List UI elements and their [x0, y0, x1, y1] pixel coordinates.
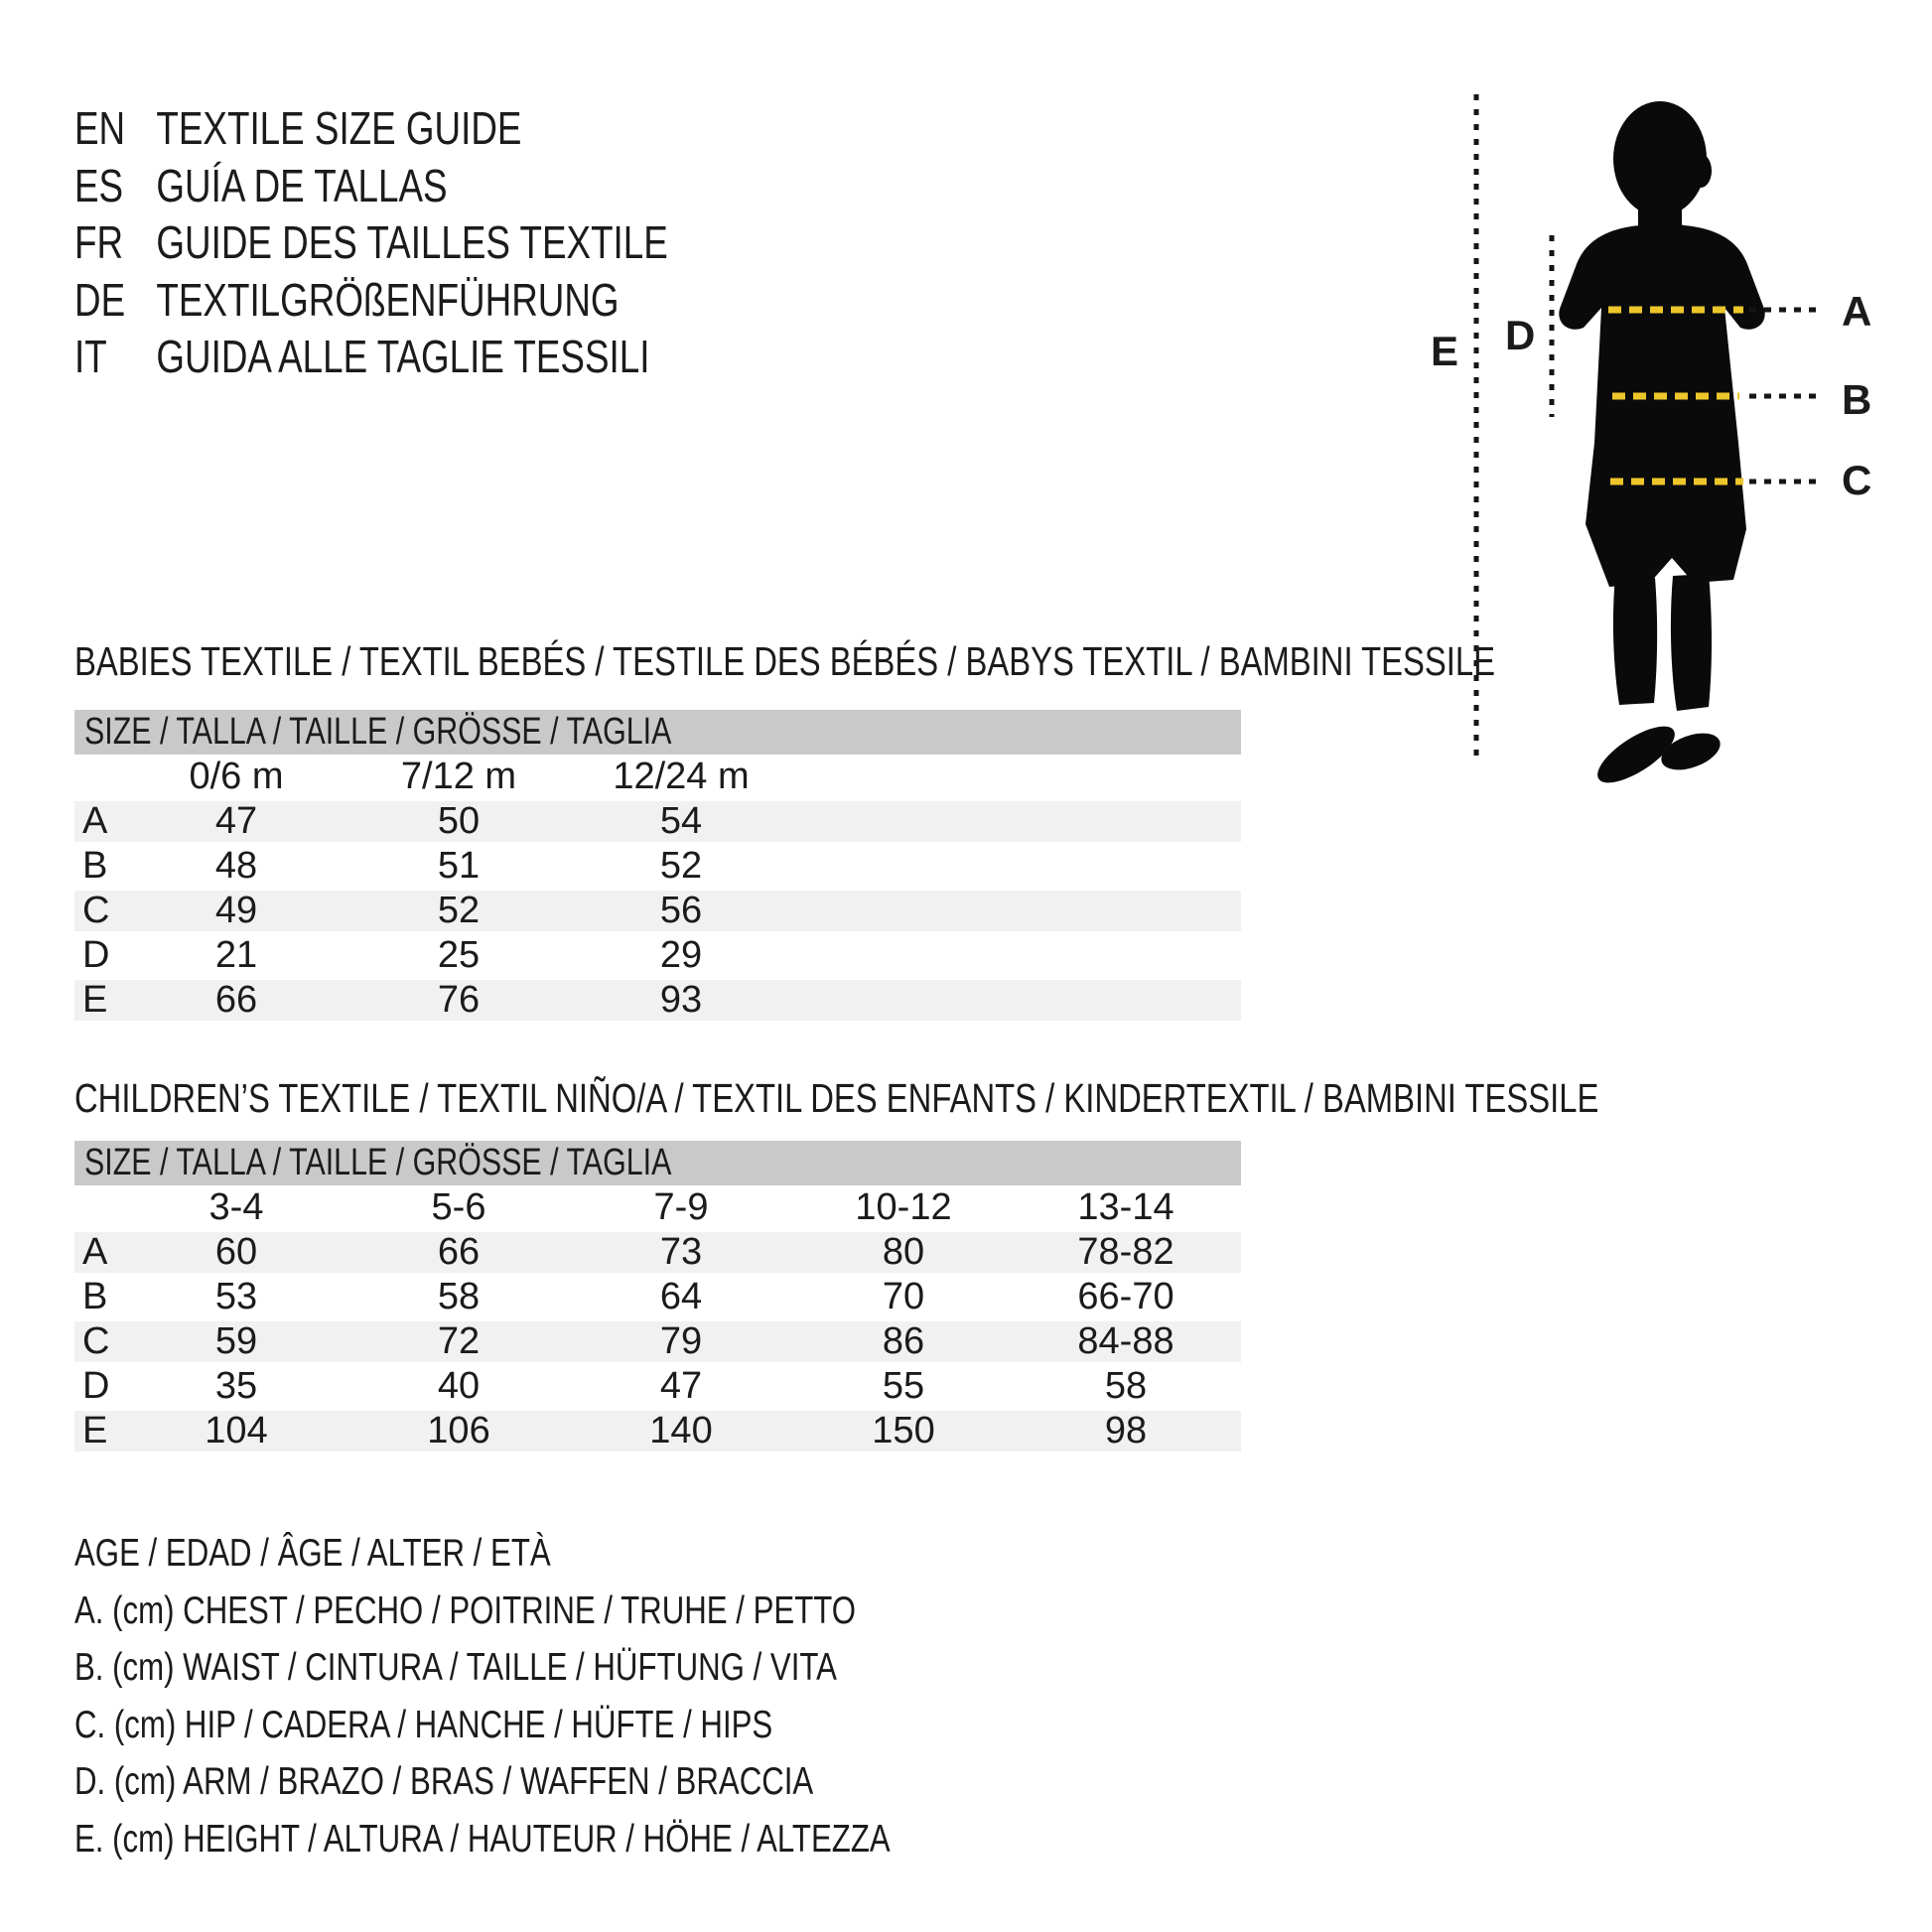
language-row-it — [74, 329, 816, 386]
cell: 50 — [437, 800, 481, 842]
child-silhouette — [1559, 101, 1764, 793]
row-label: B — [82, 1276, 108, 1317]
cell: 58 — [437, 1276, 481, 1317]
child-silhouette-graphic — [1390, 60, 1932, 794]
babies-size-table — [74, 755, 1241, 1023]
row-label: A — [82, 1231, 108, 1273]
children-col-5-6: 5-6 — [431, 1186, 486, 1228]
babies-col-7-12m: 7/12 m — [400, 756, 517, 797]
row-label: A — [82, 800, 108, 842]
table-row — [74, 889, 1241, 933]
legend-arm-line: D. (cm) ARM / BRAZO / BRAS / WAFFEN / BRACCIA — [74, 1760, 814, 1803]
cell: 80 — [882, 1231, 925, 1273]
measure-label-b: B — [1842, 376, 1872, 423]
table-row — [74, 1275, 1241, 1319]
cell: 106 — [427, 1410, 490, 1451]
cell: 104 — [205, 1410, 268, 1451]
cell: 29 — [659, 934, 703, 976]
guide-title-en: TEXTILE SIZE GUIDE — [156, 102, 522, 154]
table-row — [74, 1409, 1241, 1453]
cell: 66 — [214, 979, 258, 1021]
cell: 25 — [437, 934, 481, 976]
children-size-header-bar — [74, 1141, 1241, 1185]
table-row — [74, 1319, 1241, 1364]
cell: 35 — [214, 1365, 258, 1407]
babies-column-header-row — [74, 755, 1241, 799]
cell: 40 — [437, 1365, 481, 1407]
legend-height-line: E. (cm) HEIGHT / ALTURA / HAUTEUR / HÖHE / ALTEZZA — [74, 1817, 891, 1861]
language-row-de — [74, 272, 816, 330]
row-label: B — [82, 845, 108, 887]
cell: 66-70 — [1077, 1276, 1174, 1317]
cell: 150 — [872, 1410, 935, 1451]
babies-section-title: BABIES TEXTILE / TEXTIL BEBÉS / TESTILE DES BÉBÉS / BABYS TEXTIL / BAMBINI TESSILE — [74, 638, 1495, 684]
table-row — [74, 844, 1241, 889]
cell: 52 — [659, 845, 703, 887]
cell: 98 — [1104, 1410, 1148, 1451]
language-row-en — [74, 100, 816, 158]
language-code: FR — [74, 216, 124, 268]
cell: 55 — [882, 1365, 925, 1407]
silhouette-shirt — [1559, 221, 1764, 443]
cell: 76 — [437, 979, 481, 1021]
children-col-13-14: 13-14 — [1077, 1186, 1174, 1228]
language-title-list — [74, 100, 816, 386]
cell: 73 — [659, 1231, 703, 1273]
cell: 54 — [659, 800, 703, 842]
language-code: IT — [74, 331, 107, 382]
legend-hip-line: C. (cm) HIP / CADERA / HANCHE / HÜFTE / HIPS — [74, 1703, 773, 1746]
cell: 70 — [882, 1276, 925, 1317]
cell: 84-88 — [1077, 1320, 1174, 1362]
cell: 47 — [214, 800, 258, 842]
cell: 58 — [1104, 1365, 1148, 1407]
measure-label-a: A — [1842, 288, 1872, 335]
babies-size-header-bar — [74, 710, 1241, 755]
legend-chest-line: A. (cm) CHEST / PECHO / POITRINE / TRUHE / PETTO — [74, 1588, 857, 1632]
cell: 52 — [437, 890, 481, 931]
guide-title-es: GUÍA DE TALLAS — [156, 159, 448, 211]
cell: 64 — [659, 1276, 703, 1317]
language-code: DE — [74, 273, 126, 326]
cell: 53 — [214, 1276, 258, 1317]
table-row — [74, 1230, 1241, 1275]
children-col-7-9: 7-9 — [653, 1186, 709, 1228]
row-label: C — [82, 890, 110, 931]
row-label: E — [82, 979, 108, 1021]
language-row-es — [74, 158, 816, 215]
children-col-10-12: 10-12 — [855, 1186, 952, 1228]
children-size-table — [74, 1185, 1241, 1453]
measure-label-e: E — [1431, 328, 1459, 374]
measure-label-d: D — [1505, 312, 1536, 358]
cell: 48 — [214, 845, 258, 887]
table-row — [74, 978, 1241, 1023]
row-label: C — [82, 1320, 110, 1362]
measurement-legend — [74, 1525, 1094, 1867]
cell: 93 — [659, 979, 703, 1021]
table-row — [74, 1364, 1241, 1409]
language-code: EN — [74, 102, 126, 154]
row-label: D — [82, 1365, 110, 1407]
babies-size-header-label: SIZE / TALLA / TAILLE / GRÖSSE / TAGLIA — [84, 711, 672, 753]
cell: 49 — [214, 890, 258, 931]
cell: 66 — [437, 1231, 481, 1273]
children-size-header-label: SIZE / TALLA / TAILLE / GRÖSSE / TAGLIA — [84, 1142, 672, 1183]
babies-col-12-24m: 12/24 m — [613, 756, 750, 797]
guide-title-it: GUIDA ALLE TAGLIE TESSILI — [156, 331, 650, 382]
children-section-title: CHILDREN’S TEXTILE / TEXTIL NIÑO/A / TEXTIL DES ENFANTS / KINDERTEXTIL / BAMBINI TESSILE — [74, 1075, 1599, 1121]
table-row — [74, 799, 1241, 844]
table-row — [74, 933, 1241, 978]
cell: 59 — [214, 1320, 258, 1362]
cell: 72 — [437, 1320, 481, 1362]
children-column-header-row — [74, 1185, 1241, 1230]
silhouette-shorts — [1586, 443, 1746, 587]
measure-label-c: C — [1842, 457, 1872, 503]
cell: 140 — [649, 1410, 713, 1451]
children-col-3-4: 3-4 — [208, 1186, 264, 1228]
cell: 47 — [659, 1365, 703, 1407]
cell: 86 — [882, 1320, 925, 1362]
language-row-fr — [74, 214, 816, 272]
babies-col-0-6m: 0/6 m — [189, 756, 284, 797]
measurement-figure — [1390, 60, 1932, 794]
language-code: ES — [74, 159, 124, 211]
cell: 51 — [437, 845, 481, 887]
cell: 78-82 — [1077, 1231, 1174, 1273]
cell: 60 — [214, 1231, 258, 1273]
cell: 21 — [214, 934, 258, 976]
guide-title-de: TEXTILGRÖßENFÜHRUNG — [156, 273, 620, 326]
legend-waist-line: B. (cm) WAIST / CINTURA / TAILLE / HÜFTUNG / VITA — [74, 1646, 837, 1689]
row-label: E — [82, 1410, 108, 1451]
cell: 79 — [659, 1320, 703, 1362]
silhouette-ear — [1690, 154, 1712, 188]
cell: 56 — [659, 890, 703, 931]
row-label: D — [82, 934, 110, 976]
legend-age-line: AGE / EDAD / ÂGE / ALTER / ETÀ — [74, 1532, 551, 1575]
guide-title-fr: GUIDE DES TAILLES TEXTILE — [156, 216, 668, 268]
